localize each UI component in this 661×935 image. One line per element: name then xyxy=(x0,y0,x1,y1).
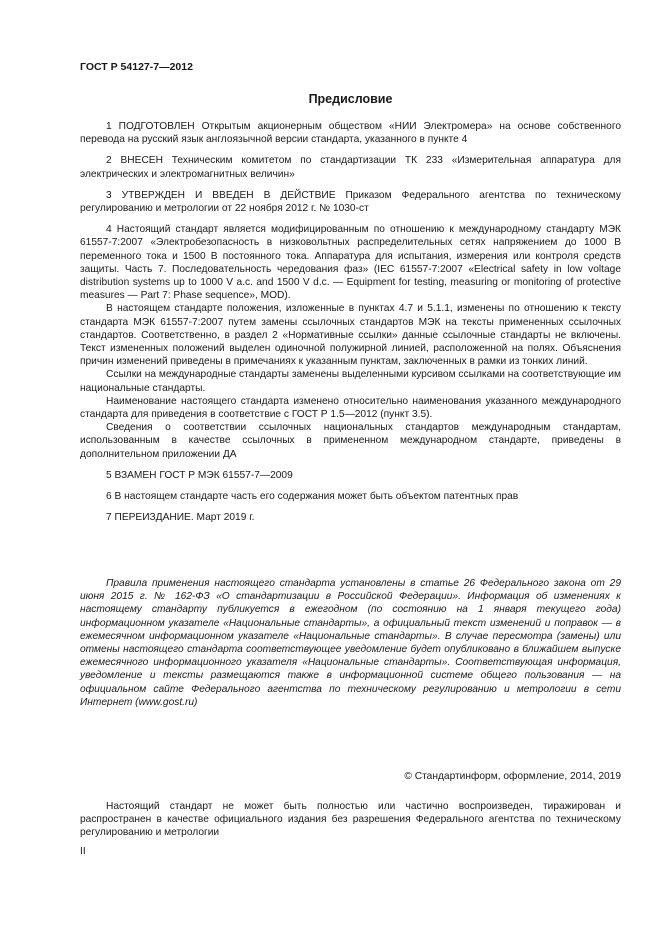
preface-body xyxy=(80,120,621,524)
paragraph-7: 7 ПЕРЕИЗДАНИЕ. Март 2019 г. xyxy=(106,512,255,524)
paragraph-4-title-change: Наименование настоящего стандарта изменено относительно наименования указанного международного стандарта для приведения в соответствие с ГОСТ Р 1.5—2012 (пункт 3.5). xyxy=(80,395,621,421)
paragraph-4-modifications: В настоящем стандарте положения, изложенные в пунктах 4.7 и 5.1.1, изменены по отношению к тексту стандарта МЭК 61557-7:2007 путем замены ссылочных стандартов МЭК на тексты примененных ссылочных стандартов. Соответственно, в раздел 2 «Нормативные ссылки» данные ссылочные стандарты не включены. Текст измененных положений выделен одиночной полужирной линией, расположенной на полях. Объяснения причин изменений приведены в примечаниях к указанным пунктам, заключенных в рамки из тонких линий. xyxy=(80,303,621,368)
paragraph-4-annex: Сведения о соответствии ссылочных национальных стандартов международным стандартам, использованным в качестве ссылочных в примененном международном стандарте, приведены в дополнительном приложении ДА xyxy=(80,422,621,460)
paragraph-4-references: Ссылки на международные стандарты заменены выделенными курсивом ссылками на соответствующие им национальные стандарты. xyxy=(80,369,621,394)
reproduction-notice-text: Настоящий стандарт не может быть полностью или частично воспроизведен, тиражирован и распространен в качестве официального издания без разрешения Федерального агентства по техническому регулированию и метрологии xyxy=(80,801,621,839)
paragraph-6: 6 В настоящем стандарте часть его содержания может быть объектом патентных прав xyxy=(106,491,519,503)
copyright-line: © Стандартинформ, оформление, 2014, 2019 xyxy=(404,771,621,782)
reproduction-notice xyxy=(80,800,621,840)
paragraph-3: 3 УТВЕРЖДЕН И ВВЕДЕН В ДЕЙСТВИЕ Приказом Федерального агентства по техническому регулированию и метрологии от 22 ноября 2012 г. № 1030-ст xyxy=(80,189,621,215)
standard-code: ГОСТ Р 54127-7—2012 xyxy=(80,61,193,73)
usage-notice-text: Правила применения настоящего стандарта установлены в статье 26 Федерального закона от 29 июня 2015 г. № 162-ФЗ «О стандартизации в Российской Федерации». Информация об изменениях к настоящему стандарту публикуется в ежегодном (по состоянию на 1 января текущего года) информационном указателе «Национальные стандарты», а официальный текст изменений и поправок — в ежемесячном информационном указателе «Национальные стандарты». В случае пересмотра (замены) или отмены настоящего стандарта соответствующее уведомление будет опубликовано в ближайшем выпуске ежемесячного информационного указателя «Национальные стандарты». Соответствующая информация, уведомление и тексты размещаются также в информационной системе общего пользования — на официальном сайте Федерального агентства по техническому регулированию и метрологии в сети Интернет (www.gost.ru) xyxy=(80,578,621,708)
paragraph-2: 2 ВНЕСЕН Техническим комитетом по стандартизации ТК 233 «Измерительная аппаратура для электрических и электромагнитных величин» xyxy=(80,155,621,180)
page-number: II xyxy=(80,846,86,857)
usage-notice xyxy=(80,577,621,709)
paragraph-4: 4 Настоящий стандарт является модифицированным по отношению к международному стандарту МЭК 61557-7:2007 «Электробезопасность в низковольтных распределительных сетях напряжением до 1000 В переменного тока и 1500 В постоянного тока. Аппаратура для испытания, измерения или контроля средств защиты. Часть 7. Последовательность чередования фаз» (IEC 61557-7:2007 «Electrical safety in low voltage distribution systems up to 1000 V a.c. and 1500 V d.c. — Equipment for testing, measuring or monitoring of protective measures — Part 7: Phase sequence», MOD). xyxy=(80,224,621,302)
paragraph-5: 5 ВЗАМЕН ГОСТ Р МЭК 61557-7—2009 xyxy=(106,469,293,481)
page-title: Предисловие xyxy=(308,92,393,106)
paragraph-1: 1 ПОДГОТОВЛЕН Открытым акционерным обществом «НИИ Электромера» на основе собственного перевода на русский язык англоязычной версии стандарта, указанного в пункте 4 xyxy=(80,121,621,146)
